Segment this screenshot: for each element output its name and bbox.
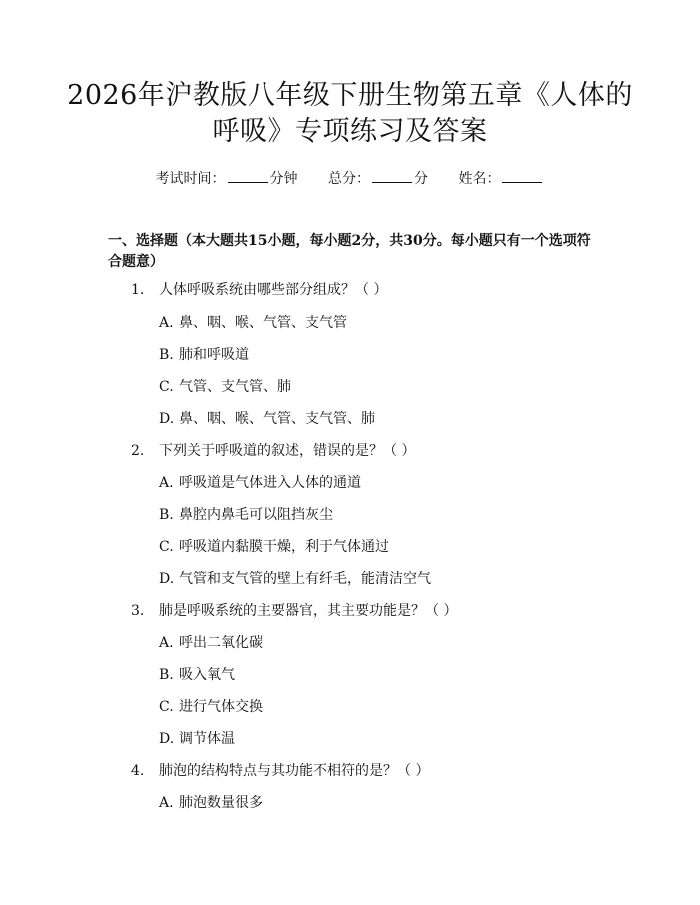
question-number: 1.: [131, 282, 145, 298]
question-text: 人体呼吸系统由哪些部分组成？（ ）: [159, 282, 388, 298]
exam-time-blank: [228, 168, 268, 183]
answer-option: [159, 729, 235, 749]
answer-option: [159, 345, 249, 365]
option-letter: A.: [159, 315, 174, 331]
question-number: 2.: [131, 443, 145, 459]
option-text: 呼出二氧化碳: [179, 635, 263, 651]
answer-option: [159, 473, 361, 493]
answer-option: [159, 633, 263, 653]
option-text: 呼吸道是气体进入人体的通道: [179, 475, 361, 491]
section-heading: 一、选择题（本大题共15小题，每小题2分，共30分。每小题只有一个选项符合题意）: [108, 233, 591, 270]
exam-time-label: 考试时间：: [155, 171, 226, 187]
question-stem: [131, 280, 387, 300]
question-number: 3.: [131, 603, 145, 619]
total-score-blank: [372, 168, 412, 183]
option-text: 吸入氧气: [179, 667, 235, 683]
option-letter: B.: [159, 507, 174, 523]
question-stem: [131, 601, 457, 621]
exam-time-unit: 分钟: [269, 171, 298, 187]
option-letter: D.: [159, 411, 175, 427]
option-text: 气管和支气管的壁上有纤毛，能清洁空气: [179, 571, 431, 587]
exam-info-line: [0, 168, 700, 189]
option-text: 气管、支气管、肺: [179, 379, 291, 395]
student-name-label: 姓名：: [458, 171, 501, 187]
option-letter: D.: [159, 571, 175, 587]
answer-option: [159, 537, 389, 557]
answer-option: [159, 313, 347, 333]
question-text: 肺泡的结构特点与其功能不相符的是？（ ）: [159, 763, 430, 779]
total-score-label: 总分：: [328, 171, 370, 187]
document-title: 2026年沪教版八年级下册生物第五章《人体的呼吸》专项练习及答案: [67, 80, 633, 147]
option-letter: B.: [159, 347, 174, 363]
student-name-field: [458, 168, 544, 189]
option-text: 肺和呼吸道: [179, 347, 249, 363]
option-text: 鼻、咽、喉、气管、支气管、肺: [179, 411, 375, 427]
option-text: 进行气体交换: [179, 699, 263, 715]
option-text: 呼吸道内黏膜干燥，利于气体通过: [179, 539, 389, 555]
answer-option: [159, 505, 333, 525]
option-text: 肺泡数量很多: [179, 795, 263, 811]
option-letter: C.: [159, 699, 174, 715]
question-text: 肺是呼吸系统的主要器官，其主要功能是？（ ）: [159, 603, 458, 619]
option-letter: B.: [159, 667, 174, 683]
answer-option: [159, 697, 263, 717]
option-letter: C.: [159, 379, 174, 395]
option-letter: A.: [159, 795, 174, 811]
answer-option: [159, 409, 375, 429]
question-stem: [131, 761, 429, 781]
answer-option: [159, 377, 291, 397]
option-text: 鼻、咽、喉、气管、支气管: [179, 315, 347, 331]
answer-option: [159, 665, 235, 685]
answer-option: [159, 793, 263, 813]
option-letter: A.: [159, 475, 174, 491]
option-text: 鼻腔内鼻毛可以阻挡灰尘: [179, 507, 333, 523]
question-text: 下列关于呼吸道的叙述，错误的是？（ ）: [159, 443, 416, 459]
answer-option: [159, 569, 431, 589]
total-score-unit: 分: [414, 171, 428, 187]
student-name-blank: [502, 168, 542, 183]
total-score-field: [328, 168, 428, 189]
option-text: 调节体温: [179, 731, 235, 747]
question-number: 4.: [131, 763, 145, 779]
option-letter: C.: [159, 539, 174, 555]
option-letter: D.: [159, 731, 175, 747]
option-letter: A.: [159, 635, 174, 651]
question-stem: [131, 441, 415, 461]
exam-time-field: [156, 168, 298, 189]
